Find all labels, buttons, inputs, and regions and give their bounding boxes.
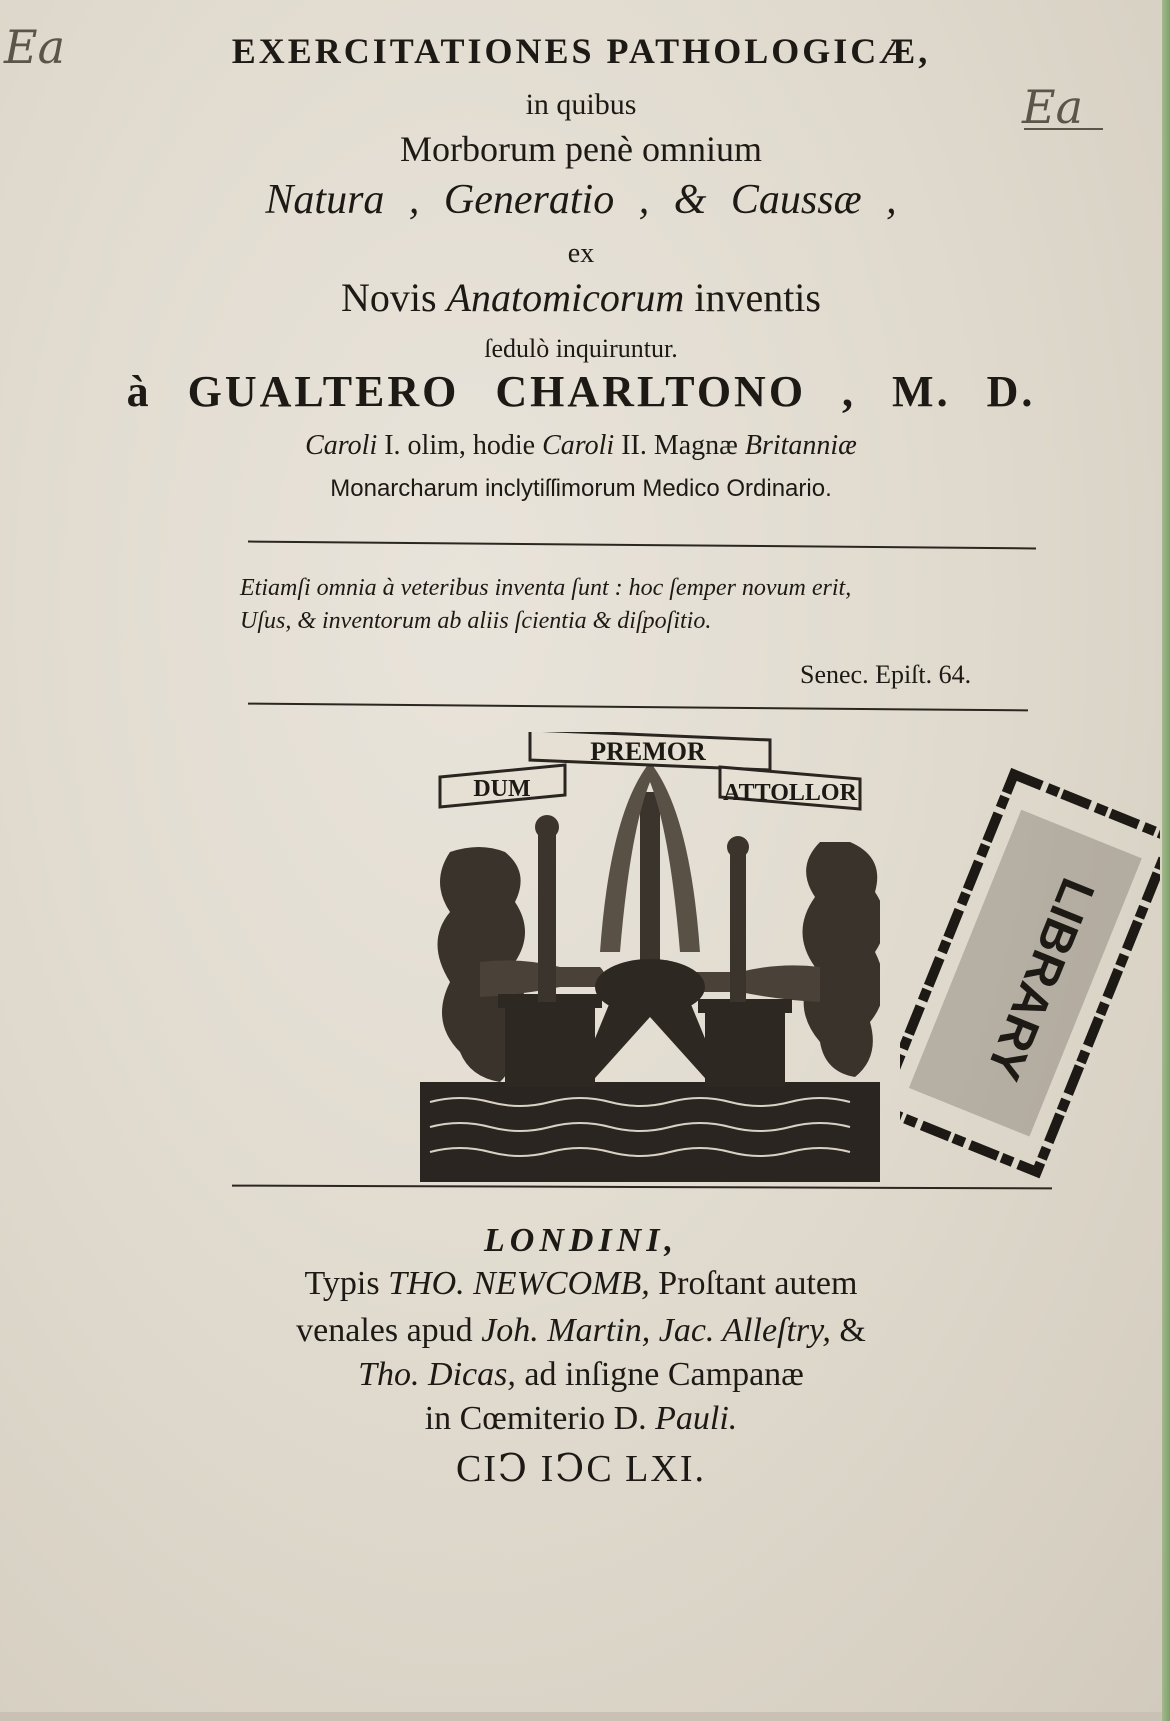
title-line-4: Natura , Generatio , & Caussæ ,: [265, 177, 897, 223]
banner-text-left: DUM: [473, 776, 531, 802]
page-edge: [1162, 0, 1170, 1721]
author-line-1a: Caroli: [305, 430, 378, 461]
title-line-6b: Anatomicorum: [446, 275, 685, 320]
epigraph-line-2: Uſus, & inventorum ab aliis ſcientia & diſpoſitio.: [240, 608, 712, 634]
imprint-line-5a: in Cœmiterio D.: [424, 1400, 647, 1437]
title-line-5: ex: [567, 238, 595, 269]
imprint-year: CIↃ IↃC LXI.: [456, 1448, 706, 1490]
handwritten-note-left: Ea: [4, 20, 66, 74]
imprint-line-3: [0, 1312, 1162, 1350]
library-stamp: [900, 755, 1160, 1195]
imprint-line-3a: venales apud: [296, 1312, 473, 1349]
title-line-6a: Novis: [340, 275, 437, 320]
imprint-line-2a: Typis: [304, 1265, 380, 1302]
epigraph-source: Senec. Epiſt. 64.: [800, 660, 972, 689]
imprint-line-2: [0, 1265, 1162, 1303]
author-line-1e: Britanniæ: [744, 430, 857, 461]
imprint-line-4b: ad inſigne Campanæ: [524, 1356, 804, 1393]
imprint-line-2c: Proſtant autem: [658, 1265, 858, 1302]
author-line-1b: I. olim, hodie: [384, 430, 536, 461]
imprint-line-4a: Tho. Dicas,: [358, 1356, 516, 1393]
imprint-line-3b: Joh. Martin, Jac. Alleſtry,: [481, 1312, 831, 1349]
imprint-line-4: [0, 1356, 1162, 1394]
title-line-2: in quibus: [525, 88, 637, 121]
title-line-7: ſedulò inquiruntur.: [484, 334, 678, 363]
author-line-1d: II. Magnæ: [621, 430, 738, 461]
imprint-line-5b: Pauli.: [655, 1400, 738, 1437]
imprint-city: LONDINI,: [484, 1222, 678, 1259]
title-line-6c: inventis: [694, 275, 821, 320]
author-line-1c: Caroli: [542, 430, 615, 461]
imprint-line-3c: &: [839, 1312, 866, 1349]
title-line-6: [0, 274, 1162, 321]
banner-text-top: PREMOR: [590, 737, 706, 766]
imprint-line-5: [0, 1400, 1162, 1438]
author-line-1: [0, 430, 1162, 462]
title-line-1: EXERCITATIONES PATHOLOGICÆ,: [231, 31, 931, 71]
printers-device-emblem: [420, 732, 880, 1182]
handwritten-note-right: Ea: [1022, 80, 1084, 134]
title-line-3: Morborum penè omnium: [400, 129, 762, 169]
author-name: à GUALTERO CHARLTONO , M. D.: [126, 367, 1036, 416]
imprint-line-2b: THO. NEWCOMB,: [388, 1265, 650, 1302]
banner-text-right: ATTOLLOR: [723, 780, 857, 806]
stamp-text: LIBRARY: [975, 870, 1104, 1087]
author-line-2: Monarcharum inclytiſſimorum Medico Ordinario.: [330, 475, 832, 502]
epigraph-line-1: Etiamſi omnia à veteribus inventa ſunt : hoc ſemper novum erit,: [240, 575, 852, 601]
